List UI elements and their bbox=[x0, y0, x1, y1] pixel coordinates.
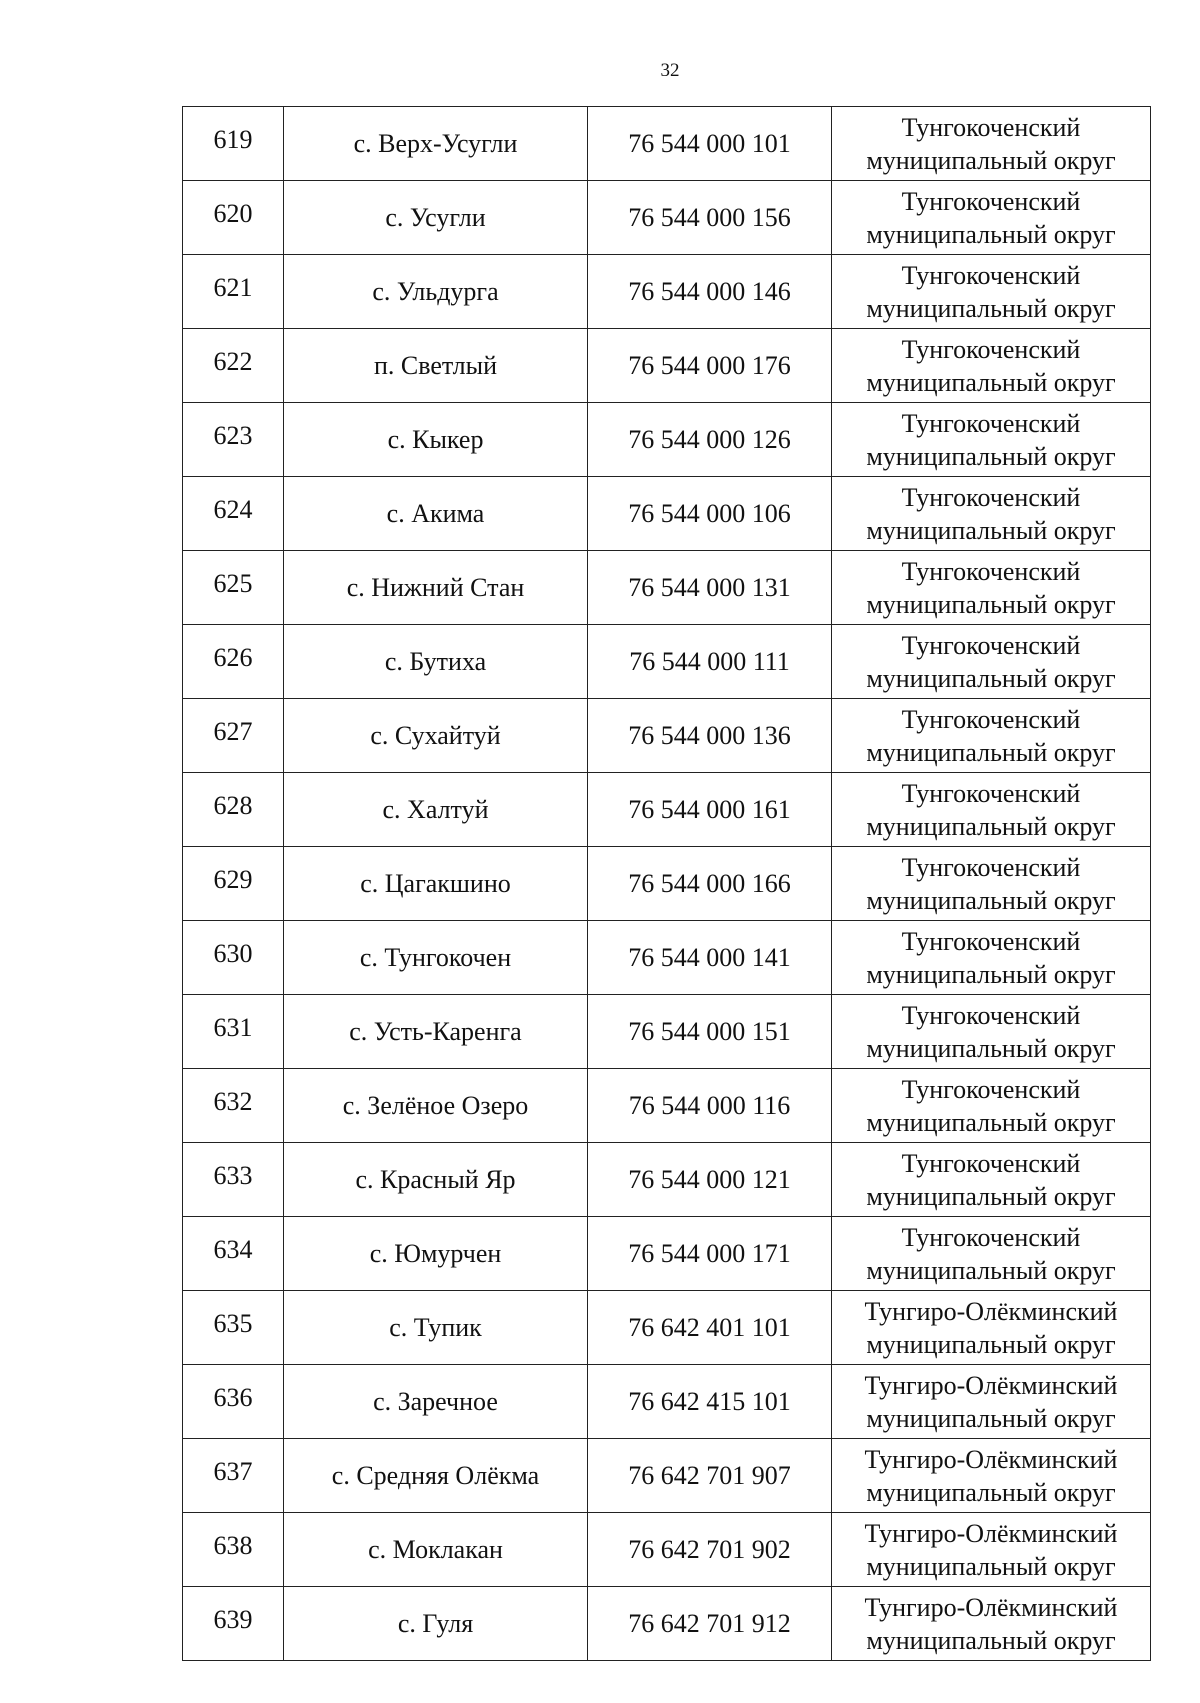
settlement-name-cell: с. Верх-Усугли bbox=[284, 107, 588, 181]
row-number-cell: 632 bbox=[183, 1069, 284, 1143]
row-number-cell: 630 bbox=[183, 921, 284, 995]
district-name: Тунгокоченский bbox=[901, 334, 1081, 364]
settlement-name-cell: с. Акима bbox=[284, 477, 588, 551]
table-row bbox=[183, 403, 1151, 477]
oktmo-code-cell: 76 642 701 907 bbox=[588, 1439, 832, 1513]
oktmo-code-cell: 76 544 000 156 bbox=[588, 181, 832, 255]
table-row bbox=[183, 1365, 1151, 1439]
table-row bbox=[183, 1513, 1151, 1587]
settlement-name-cell: с. Нижний Стан bbox=[284, 551, 588, 625]
table-row bbox=[183, 847, 1151, 921]
district-type: муниципальный округ bbox=[866, 441, 1116, 471]
settlement-name-cell: с. Цагакшино bbox=[284, 847, 588, 921]
district-name: Тунгокоченский bbox=[901, 482, 1081, 512]
district-name: Тунгиро-Олёкминский bbox=[864, 1592, 1118, 1622]
settlements-table bbox=[182, 106, 1151, 1661]
district-type: муниципальный округ bbox=[866, 1625, 1116, 1655]
district-name: Тунгокоченский bbox=[901, 1074, 1081, 1104]
district-cell bbox=[832, 1069, 1151, 1143]
row-number-cell: 637 bbox=[183, 1439, 284, 1513]
row-number-cell: 631 bbox=[183, 995, 284, 1069]
district-cell bbox=[832, 773, 1151, 847]
district-type: муниципальный округ bbox=[866, 219, 1116, 249]
settlement-name-cell: с. Моклакан bbox=[284, 1513, 588, 1587]
settlement-name-cell: с. Средняя Олёкма bbox=[284, 1439, 588, 1513]
row-number-cell: 626 bbox=[183, 625, 284, 699]
row-number-cell: 620 bbox=[183, 181, 284, 255]
settlement-name-cell: с. Усть-Каренга bbox=[284, 995, 588, 1069]
table-row bbox=[183, 1291, 1151, 1365]
oktmo-code-cell: 76 544 000 176 bbox=[588, 329, 832, 403]
table-row bbox=[183, 107, 1151, 181]
settlement-name-cell: с. Юмурчен bbox=[284, 1217, 588, 1291]
row-number-cell: 639 bbox=[183, 1587, 284, 1661]
district-type: муниципальный округ bbox=[866, 1181, 1116, 1211]
district-type: муниципальный округ bbox=[866, 811, 1116, 841]
district-type: муниципальный округ bbox=[866, 959, 1116, 989]
row-number-cell: 633 bbox=[183, 1143, 284, 1217]
district-type: муниципальный округ bbox=[866, 515, 1116, 545]
settlement-name-cell: с. Халтуй bbox=[284, 773, 588, 847]
district-type: муниципальный округ bbox=[866, 293, 1116, 323]
row-number-cell: 622 bbox=[183, 329, 284, 403]
district-cell bbox=[832, 699, 1151, 773]
row-number-cell: 627 bbox=[183, 699, 284, 773]
district-name: Тунгиро-Олёкминский bbox=[864, 1296, 1118, 1326]
oktmo-code-cell: 76 544 000 141 bbox=[588, 921, 832, 995]
district-type: муниципальный округ bbox=[866, 663, 1116, 693]
district-name: Тунгокоченский bbox=[901, 1000, 1081, 1030]
district-cell bbox=[832, 1291, 1151, 1365]
district-cell bbox=[832, 1143, 1151, 1217]
table-row bbox=[183, 699, 1151, 773]
district-cell bbox=[832, 1365, 1151, 1439]
district-cell bbox=[832, 1513, 1151, 1587]
district-type: муниципальный округ bbox=[866, 1477, 1116, 1507]
district-cell bbox=[832, 255, 1151, 329]
row-number-cell: 624 bbox=[183, 477, 284, 551]
oktmo-code-cell: 76 544 000 166 bbox=[588, 847, 832, 921]
row-number-cell: 636 bbox=[183, 1365, 284, 1439]
oktmo-code-cell: 76 544 000 111 bbox=[588, 625, 832, 699]
district-cell bbox=[832, 551, 1151, 625]
district-cell bbox=[832, 329, 1151, 403]
oktmo-code-cell: 76 642 701 912 bbox=[588, 1587, 832, 1661]
district-cell bbox=[832, 625, 1151, 699]
settlement-name-cell: с. Красный Яр bbox=[284, 1143, 588, 1217]
district-name: Тунгокоченский bbox=[901, 112, 1081, 142]
district-type: муниципальный округ bbox=[866, 1107, 1116, 1137]
settlement-name-cell: с. Тупик bbox=[284, 1291, 588, 1365]
district-name: Тунгиро-Олёкминский bbox=[864, 1444, 1118, 1474]
district-name: Тунгокоченский bbox=[901, 852, 1081, 882]
table-body bbox=[183, 107, 1151, 1661]
table-row bbox=[183, 477, 1151, 551]
settlement-name-cell: с. Зелёное Озеро bbox=[284, 1069, 588, 1143]
table-row bbox=[183, 329, 1151, 403]
oktmo-code-cell: 76 642 401 101 bbox=[588, 1291, 832, 1365]
district-cell bbox=[832, 921, 1151, 995]
table-row bbox=[183, 625, 1151, 699]
district-cell bbox=[832, 1587, 1151, 1661]
oktmo-code-cell: 76 544 000 126 bbox=[588, 403, 832, 477]
table-row bbox=[183, 921, 1151, 995]
settlement-name-cell: с. Заречное bbox=[284, 1365, 588, 1439]
table-row bbox=[183, 255, 1151, 329]
oktmo-code-cell: 76 544 000 121 bbox=[588, 1143, 832, 1217]
table-row bbox=[183, 1439, 1151, 1513]
district-type: муниципальный округ bbox=[866, 589, 1116, 619]
oktmo-code-cell: 76 544 000 161 bbox=[588, 773, 832, 847]
district-type: муниципальный округ bbox=[866, 1329, 1116, 1359]
table-row bbox=[183, 181, 1151, 255]
oktmo-code-cell: 76 544 000 171 bbox=[588, 1217, 832, 1291]
table-row bbox=[183, 1217, 1151, 1291]
district-cell bbox=[832, 107, 1151, 181]
settlement-name-cell: с. Бутиха bbox=[284, 625, 588, 699]
oktmo-code-cell: 76 544 000 131 bbox=[588, 551, 832, 625]
district-type: муниципальный округ bbox=[866, 885, 1116, 915]
district-name: Тунгокоченский bbox=[901, 1222, 1081, 1252]
table-row bbox=[183, 773, 1151, 847]
district-name: Тунгокоченский bbox=[901, 778, 1081, 808]
district-name: Тунгокоченский bbox=[901, 1148, 1081, 1178]
row-number-cell: 638 bbox=[183, 1513, 284, 1587]
row-number-cell: 625 bbox=[183, 551, 284, 625]
district-name: Тунгиро-Олёкминский bbox=[864, 1370, 1118, 1400]
district-type: муниципальный округ bbox=[866, 367, 1116, 397]
oktmo-code-cell: 76 642 415 101 bbox=[588, 1365, 832, 1439]
settlement-name-cell: п. Светлый bbox=[284, 329, 588, 403]
row-number-cell: 629 bbox=[183, 847, 284, 921]
table-row bbox=[183, 1143, 1151, 1217]
row-number-cell: 634 bbox=[183, 1217, 284, 1291]
district-cell bbox=[832, 847, 1151, 921]
district-name: Тунгиро-Олёкминский bbox=[864, 1518, 1118, 1548]
district-cell bbox=[832, 1217, 1151, 1291]
row-number-cell: 623 bbox=[183, 403, 284, 477]
district-type: муниципальный округ bbox=[866, 1551, 1116, 1581]
oktmo-code-cell: 76 544 000 106 bbox=[588, 477, 832, 551]
district-cell bbox=[832, 1439, 1151, 1513]
district-type: муниципальный округ bbox=[866, 1033, 1116, 1063]
district-type: муниципальный округ bbox=[866, 145, 1116, 175]
district-name: Тунгокоченский bbox=[901, 630, 1081, 660]
district-name: Тунгокоченский bbox=[901, 186, 1081, 216]
row-number-cell: 621 bbox=[183, 255, 284, 329]
oktmo-code-cell: 76 544 000 116 bbox=[588, 1069, 832, 1143]
oktmo-code-cell: 76 544 000 101 bbox=[588, 107, 832, 181]
row-number-cell: 619 bbox=[183, 107, 284, 181]
district-type: муниципальный округ bbox=[866, 1255, 1116, 1285]
table-row bbox=[183, 551, 1151, 625]
row-number-cell: 635 bbox=[183, 1291, 284, 1365]
district-name: Тунгокоченский bbox=[901, 926, 1081, 956]
table-row bbox=[183, 1587, 1151, 1661]
district-cell bbox=[832, 181, 1151, 255]
settlement-name-cell: с. Тунгокочен bbox=[284, 921, 588, 995]
district-type: муниципальный округ bbox=[866, 737, 1116, 767]
district-cell bbox=[832, 403, 1151, 477]
settlement-name-cell: с. Кыкер bbox=[284, 403, 588, 477]
district-name: Тунгокоченский bbox=[901, 260, 1081, 290]
table-row bbox=[183, 1069, 1151, 1143]
settlement-name-cell: с. Усугли bbox=[284, 181, 588, 255]
settlement-name-cell: с. Ульдурга bbox=[284, 255, 588, 329]
oktmo-code-cell: 76 544 000 151 bbox=[588, 995, 832, 1069]
district-name: Тунгокоченский bbox=[901, 556, 1081, 586]
oktmo-code-cell: 76 544 000 146 bbox=[588, 255, 832, 329]
table-row bbox=[183, 995, 1151, 1069]
page-number: 32 bbox=[660, 60, 680, 81]
settlement-name-cell: с. Сухайтуй bbox=[284, 699, 588, 773]
oktmo-code-cell: 76 544 000 136 bbox=[588, 699, 832, 773]
district-name: Тунгокоченский bbox=[901, 704, 1081, 734]
district-type: муниципальный округ bbox=[866, 1403, 1116, 1433]
row-number-cell: 628 bbox=[183, 773, 284, 847]
district-cell bbox=[832, 477, 1151, 551]
settlement-name-cell: с. Гуля bbox=[284, 1587, 588, 1661]
district-cell bbox=[832, 995, 1151, 1069]
district-name: Тунгокоченский bbox=[901, 408, 1081, 438]
oktmo-code-cell: 76 642 701 902 bbox=[588, 1513, 832, 1587]
